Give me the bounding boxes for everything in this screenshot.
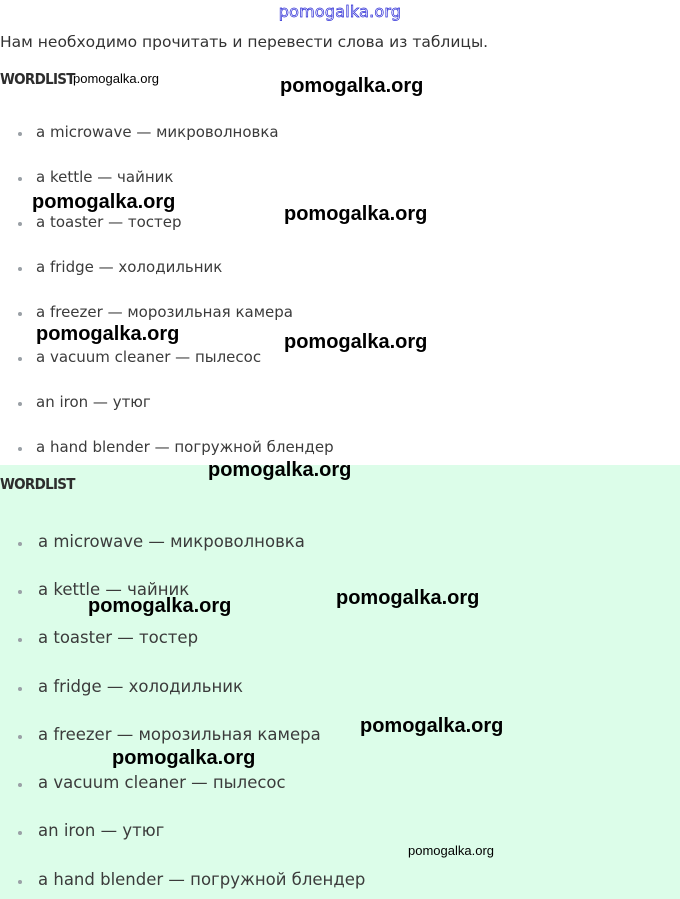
watermark: pomogalka.org (112, 747, 256, 769)
word-entry: a hand blender — погружной блендер (36, 438, 334, 456)
bullet-icon (18, 638, 22, 642)
watermark: pomogalka.org (32, 191, 176, 213)
list-item (18, 168, 173, 186)
bullet-icon (18, 312, 22, 316)
list-item (18, 258, 222, 276)
watermark: pomogalka.org (280, 75, 424, 97)
watermark: pomogalka.org (73, 71, 159, 86)
word-entry: a toaster — тостер (36, 213, 182, 231)
bullet-icon (18, 132, 22, 136)
word-entry: a freezer — морозильная камера (38, 725, 321, 744)
wordlist-heading: WORDLIST (0, 475, 75, 493)
bullet-icon (18, 402, 22, 406)
bullet-icon (18, 590, 22, 594)
word-entry: a kettle — чайник (38, 580, 190, 599)
list-item (18, 393, 151, 411)
bullet-icon (18, 542, 22, 546)
bullet-icon (18, 735, 22, 739)
wordlist-heading: WORDLIST (0, 70, 75, 88)
list-item (18, 870, 365, 889)
intro-text: Нам необходимо прочитать и перевести слова из таблицы. (0, 33, 489, 51)
word-entry: an iron — утюг (36, 393, 151, 411)
word-entry: a hand blender — погружной блендер (38, 870, 366, 889)
watermark: pomogalka.org (336, 587, 480, 609)
watermark: pomogalka.org (360, 715, 504, 737)
watermark: pomogalka.org (284, 203, 428, 225)
bullet-icon (18, 687, 22, 691)
watermark: pomogalka.org (88, 595, 232, 617)
watermark: pomogalka.org (408, 843, 494, 858)
word-entry: a fridge — холодильник (38, 677, 244, 696)
list-item (18, 213, 182, 231)
word-entry: a fridge — холодильник (36, 258, 223, 276)
list-item (18, 532, 305, 551)
word-entry: a toaster — тостер (38, 628, 199, 647)
bullet-icon (18, 831, 22, 835)
watermark: pomogalka.org (208, 459, 352, 481)
list-item (18, 438, 334, 456)
word-entry: a microwave — микроволновка (38, 532, 305, 551)
word-entry: a microwave — микроволновка (36, 123, 279, 141)
list-item (18, 348, 261, 366)
bullet-icon (18, 880, 22, 884)
watermark: pomogalka.org (284, 331, 428, 353)
word-entry: a freezer — морозильная камера (36, 303, 293, 321)
word-entry: a kettle — чайник (36, 168, 174, 186)
list-item (18, 773, 286, 792)
list-item (18, 123, 279, 141)
bullet-icon (18, 267, 22, 271)
list-item (18, 725, 321, 744)
watermark-top: pomogalka.org (278, 2, 402, 21)
word-entry: a vacuum cleaner — пылесос (36, 348, 262, 366)
list-item (18, 628, 198, 647)
list-item (18, 821, 164, 840)
watermark: pomogalka.org (36, 323, 180, 345)
bullet-icon (18, 222, 22, 226)
bullet-icon (18, 357, 22, 361)
bullet-icon (18, 783, 22, 787)
word-entry: a vacuum cleaner — пылесос (38, 773, 286, 792)
word-entry: an iron — утюг (38, 821, 165, 840)
list-item (18, 303, 293, 321)
bullet-icon (18, 177, 22, 181)
list-item (18, 677, 243, 696)
bullet-icon (18, 447, 22, 451)
